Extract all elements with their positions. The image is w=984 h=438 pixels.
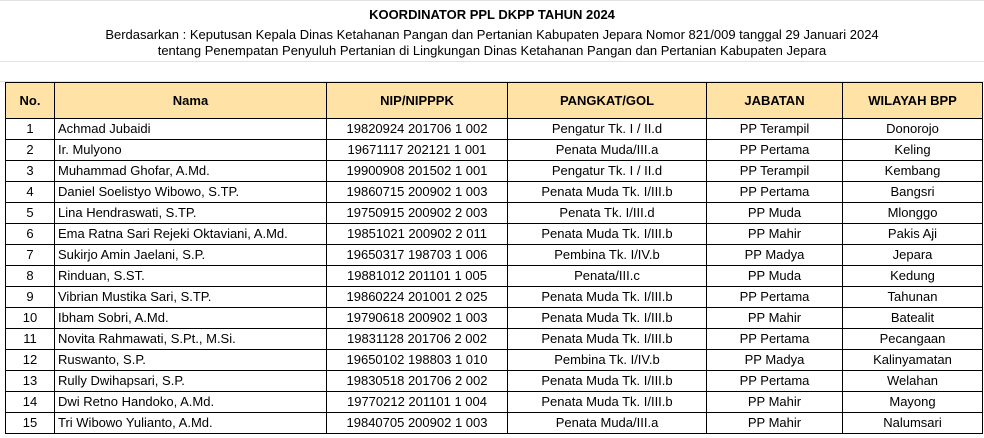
cell-nama[interactable]: Rinduan, S.ST. [55,266,327,287]
cell-no[interactable]: 11 [6,329,55,350]
cell-nip[interactable]: 19881012 201101 1 005 [327,266,508,287]
cell-pangkat-gol[interactable]: Penata Muda Tk. I/III.b [508,371,707,392]
cell-nip[interactable]: 19650317 198703 1 006 [327,245,508,266]
header-nip[interactable]: NIP/NIPPPK [327,83,508,119]
cell-pangkat-gol[interactable]: Pembina Tk. I/IV.b [508,350,707,371]
cell-wilayah-bpp[interactable]: Tahunan [843,287,983,308]
cell-no[interactable]: 5 [6,203,55,224]
table-row [6,119,983,140]
cell-no[interactable]: 15 [6,413,55,434]
cell-jabatan[interactable]: PP Muda [707,203,843,224]
cell-jabatan[interactable]: PP Madya [707,245,843,266]
cell-wilayah-bpp[interactable]: Keling [843,140,983,161]
header-nama[interactable]: Nama [55,83,327,119]
cell-no[interactable]: 10 [6,308,55,329]
cell-pangkat-gol[interactable]: Penata Muda/III.a [508,413,707,434]
cell-jabatan[interactable]: PP Pertama [707,182,843,203]
cell-no[interactable]: 2 [6,140,55,161]
cell-jabatan[interactable]: PP Pertama [707,371,843,392]
table-row [6,224,983,245]
table-row [6,287,983,308]
cell-pangkat-gol[interactable]: Penata Muda Tk. I/III.b [508,329,707,350]
cell-pangkat-gol[interactable]: Penata Tk. I/III.d [508,203,707,224]
table-row [6,203,983,224]
cell-wilayah-bpp[interactable]: Kembang [843,161,983,182]
table-row [6,413,983,434]
cell-nip[interactable]: 19830518 201706 2 002 [327,371,508,392]
cell-nip[interactable]: 19831128 201706 2 002 [327,329,508,350]
cell-jabatan[interactable]: PP Mahir [707,413,843,434]
table-row [6,161,983,182]
cell-pangkat-gol[interactable]: Pengatur Tk. I / II.d [508,119,707,140]
cell-nama[interactable]: Dwi Retno Handoko, A.Md. [55,392,327,413]
cell-no[interactable]: 3 [6,161,55,182]
cell-nip[interactable]: 19671117 202121 1 001 [327,140,508,161]
cell-no[interactable]: 1 [6,119,55,140]
cell-no[interactable]: 4 [6,182,55,203]
cell-nama[interactable]: Achmad Jubaidi [55,119,327,140]
cell-wilayah-bpp[interactable]: Jepara [843,245,983,266]
gridline [0,61,984,62]
cell-nama[interactable]: Sukirjo Amin Jaelani, S.P. [55,245,327,266]
cell-jabatan[interactable]: PP Terampil [707,119,843,140]
cell-nip[interactable]: 19770212 201101 1 004 [327,392,508,413]
cell-nama[interactable]: Lina Hendraswati, S.TP. [55,203,327,224]
cell-wilayah-bpp[interactable]: Pakis Aji [843,224,983,245]
cell-wilayah-bpp[interactable]: Nalumsari [843,413,983,434]
cell-pangkat-gol[interactable]: Penata Muda Tk. I/III.b [508,224,707,245]
cell-nama[interactable]: Ema Ratna Sari Rejeki Oktaviani, A.Md. [55,224,327,245]
table-header-row [6,83,983,119]
cell-nip[interactable]: 19840705 200902 1 003 [327,413,508,434]
cell-pangkat-gol[interactable]: Penata Muda Tk. I/III.b [508,392,707,413]
cell-jabatan[interactable]: PP Terampil [707,161,843,182]
cell-nip[interactable]: 19860224 201001 2 025 [327,287,508,308]
table-row [6,329,983,350]
cell-jabatan[interactable]: PP Mahir [707,392,843,413]
ppl-coordinator-table [5,82,983,434]
cell-wilayah-bpp[interactable]: Kedung [843,266,983,287]
header-pangkat-gol[interactable]: PANGKAT/GOL [508,83,707,119]
cell-nip[interactable]: 19820924 201706 1 002 [327,119,508,140]
cell-no[interactable]: 7 [6,245,55,266]
table-row [6,392,983,413]
cell-nip[interactable]: 19750915 200902 2 003 [327,203,508,224]
cell-wilayah-bpp[interactable]: Mlonggo [843,203,983,224]
header-jabatan[interactable]: JABATAN [707,83,843,119]
header-wilayah-bpp[interactable]: WILAYAH BPP [843,83,983,119]
cell-no[interactable]: 9 [6,287,55,308]
cell-nama[interactable]: Tri Wibowo Yulianto, A.Md. [55,413,327,434]
cell-pangkat-gol[interactable]: Pengatur Tk. I / II.d [508,161,707,182]
cell-nip[interactable]: 19650102 198803 1 010 [327,350,508,371]
cell-jabatan[interactable]: PP Pertama [707,329,843,350]
table-row [6,140,983,161]
cell-jabatan[interactable]: PP Madya [707,350,843,371]
cell-nama[interactable]: Ruswanto, S.P. [55,350,327,371]
cell-jabatan[interactable]: PP Pertama [707,287,843,308]
document-subtitle-line1: Berdasarkan : Keputusan Kepala Dinas Ketahanan Pangan dan Pertanian Kabupaten Jepara Nomor 821/009 tanggal 29 Januari 2024 [105,27,879,42]
cell-nip[interactable]: 19851021 200902 2 011 [327,224,508,245]
cell-pangkat-gol[interactable]: Penata Muda/III.a [508,140,707,161]
cell-wilayah-bpp[interactable]: Batealit [843,308,983,329]
cell-jabatan[interactable]: PP Mahir [707,224,843,245]
header-no[interactable]: No. [6,83,55,119]
cell-nama[interactable]: Ibham Sobri, A.Md. [55,308,327,329]
table-row [6,182,983,203]
table-row [6,308,983,329]
table-row [6,371,983,392]
cell-no[interactable]: 12 [6,350,55,371]
cell-nama[interactable]: Rully Dwihapsari, S.P. [55,371,327,392]
cell-wilayah-bpp[interactable]: Welahan [843,371,983,392]
cell-jabatan[interactable]: PP Muda [707,266,843,287]
cell-pangkat-gol[interactable]: Penata/III.c [508,266,707,287]
cell-nip[interactable]: 19860715 200902 1 003 [327,182,508,203]
cell-pangkat-gol[interactable]: Penata Muda Tk. I/III.b [508,287,707,308]
cell-no[interactable]: 13 [6,371,55,392]
cell-wilayah-bpp[interactable]: Bangsri [843,182,983,203]
cell-pangkat-gol[interactable]: Penata Muda Tk. I/III.b [508,308,707,329]
cell-wilayah-bpp[interactable]: Kalinyamatan [843,350,983,371]
cell-jabatan[interactable]: PP Mahir [707,308,843,329]
cell-no[interactable]: 6 [6,224,55,245]
table-row [6,266,983,287]
cell-nama[interactable]: Daniel Soelistyo Wibowo, S.TP. [55,182,327,203]
cell-no[interactable]: 14 [6,392,55,413]
document-subtitle-line2: tentang Penempatan Penyuluh Pertanian di Lingkungan Dinas Ketahanan Pangan dan Pertanian Kabupaten Jepara [157,43,827,58]
cell-pangkat-gol[interactable]: Penata Muda Tk. I/III.b [508,182,707,203]
cell-wilayah-bpp[interactable]: Mayong [843,392,983,413]
table-row [6,245,983,266]
cell-nama[interactable]: Muhammad Ghofar, A.Md. [55,161,327,182]
cell-nip[interactable]: 19790618 200902 1 003 [327,308,508,329]
cell-wilayah-bpp[interactable]: Donorojo [843,119,983,140]
gridline [0,0,984,1]
cell-nama[interactable]: Novita Rahmawati, S.Pt., M.Si. [55,329,327,350]
cell-nama[interactable]: Ir. Mulyono [55,140,327,161]
table-row [6,350,983,371]
cell-jabatan[interactable]: PP Pertama [707,140,843,161]
cell-wilayah-bpp[interactable]: Pecangaan [843,329,983,350]
document-title: KOORDINATOR PPL DKPP TAHUN 2024 [369,7,615,22]
cell-no[interactable]: 8 [6,266,55,287]
cell-pangkat-gol[interactable]: Pembina Tk. I/IV.b [508,245,707,266]
cell-nama[interactable]: Vibrian Mustika Sari, S.TP. [55,287,327,308]
cell-nip[interactable]: 19900908 201502 1 001 [327,161,508,182]
